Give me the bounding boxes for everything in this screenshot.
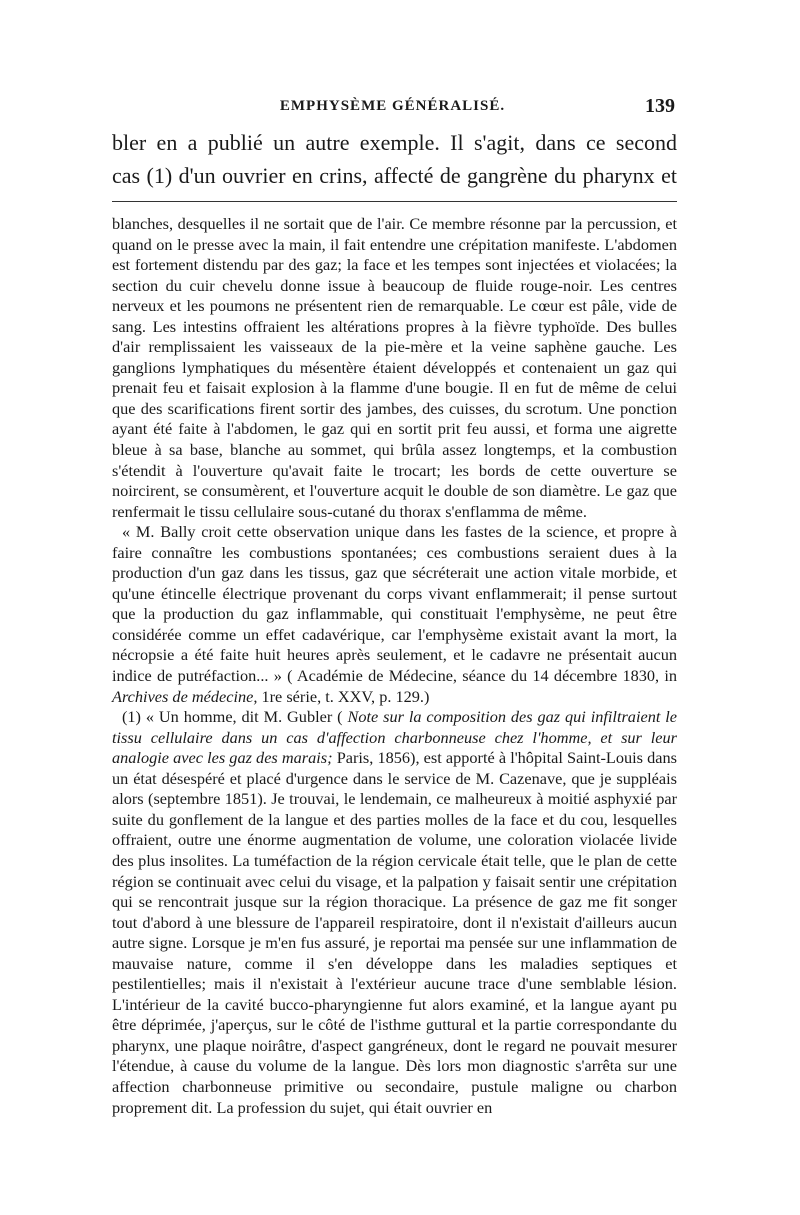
bally-citation: 1re série, t. XXV, p. 129.) bbox=[257, 686, 430, 706]
bally-quote-text: « M. Bally croit cette observation unique dans les fastes de la science, et propre à faire connaître les combustions spontanées; ces combustions seraient dues à la production d'un gaz dans les tissus, gaz que sécréterait une action vitale morbide, et qu'une étincelle électrique provenant du corps vivant enflammerait; il pense surtout que la production du gaz inflammable, qui constituait l'emphysème, ne peut être considérée comme un effet cadavérique, car l'emphysème existait avant la mort, la nécropsie a été faite huit heures après seulement, et le cadavre ne présentait aucun indice de putréfaction... » ( Académie de Médecine, séance du 14 décembre 1830, in bbox=[112, 522, 677, 686]
gubler-lead: (1) « Un homme, dit M. Gubler ( bbox=[122, 707, 343, 727]
main-text bbox=[112, 126, 677, 192]
running-title: EMPHYSÈME GÉNÉRALISÉ. bbox=[279, 98, 506, 114]
footnotes bbox=[112, 214, 677, 1118]
bally-quote bbox=[112, 522, 677, 707]
footnote-continuation: blanches, desquelles il ne sortait que de l'air. Ce membre résonne par la percussion, et quand on le presse avec la main, il fait entendre une crépitation manifeste. L'abdomen est fortement distendu par des gaz; la face et les tempes sont injectées et violacées; la section du cuir chevelu donne issue à beaucoup de fluide rouge-noir. Les centres nerveux et les poumons ne présentent rien de remarquable. Le cœur est pâle, vide de sang. Les intestins offraient les altérations propres à la fièvre typhoïde. Des bulles d'air remplissaient les vaisseaux de la pie-mère et la veine saphène gauche. Les ganglions lymphatiques du mésentère étaient développés et contenaient un gaz qui prenait feu et faisait explosion à la flamme d'une bougie. Il en fut de même de celui que des scarifications firent sortir des jambes, des cuisses, du scrotum. Une ponction ayant été faite à l'abdomen, le gaz qui en sortit prit feu aussi, et forma une aigrette bleue à sa base, blanche au sommet, qui brûla assez longtemps, et la combustion s'étendit à l'ouverture qu'avait faite le trocart; les bords de cette ouverture se noircirent, se consumèrent, et l'ouverture acquit le double de son diamètre. Le gaz que renfermait le tissu cellulaire sous-cutané du thorax s'enflamma de même. bbox=[112, 214, 677, 521]
footnote-separator bbox=[112, 201, 677, 202]
main-text-line-1: bler en a publié un autre exemple. Il s'agit, dans ce second bbox=[112, 130, 677, 155]
bally-journal-title: Archives de médecine, bbox=[112, 686, 258, 706]
main-text-line-2: cas (1) d'un ouvrier en crins, affecté de gangrène du pharynx et bbox=[112, 163, 677, 188]
gubler-footnote bbox=[112, 707, 677, 1118]
gubler-work-title: Note sur la composition des gaz qui infiltraient le tissu cellulaire dans un cas d'affection charbonneuse chez l'homme, et sur leur analogie avec les gaz des marais; bbox=[112, 707, 677, 768]
page-number: 139 bbox=[645, 95, 675, 117]
page-header bbox=[110, 95, 675, 122]
gubler-body: Paris, 1856), est apporté à l'hôpital Saint-Louis dans un état désespéré et placé d'urgence dans le service de M. Cazenave, que je suppléais alors (septembre 1851). Je trouvai, le lendemain, ce malheureux à moitié asphyxié par suite du gonflement de la langue et des parties molles de la face et du cou, lesquelles offraient, outre une énorme augmentation de volume, une coloration violacée livide des plus insolites. La tuméfaction de la région cervicale était telle, que le plan de cette région se continuait avec celui du visage, et la palpation y faisait sentir une crépitation qui se rencontrait jusque sur la région thoracique. La présence de gaz me fit songer tout d'abord à une blessure de l'appareil respiratoire, dont il n'existait d'ailleurs aucun autre signe. Lorsque je m'en fus assuré, je reportai ma pensée sur une inflammation de mauvaise nature, comme il s'en développe dans les maladies septiques et pestilentielles; mais il n'existait à l'extérieur aucune trace d'une semblable lésion. L'intérieur de la cavité bucco-pharyngienne fut alors examiné, et la langue ayant pu être déprimée, j'aperçus, sur le côté de l'isthme guttural et la partie correspondante du pharynx, une plaque noirâtre, d'aspect gangréneux, dont le regard ne pouvait mesurer l'étendue, à cause du volume de la langue. Dès lors mon diagnostic s'arrêta sur une affection charbonneuse primitive ou secondaire, pustule maligne ou charbon proprement dit. La profession du sujet, qui était ouvrier en bbox=[112, 748, 677, 1117]
